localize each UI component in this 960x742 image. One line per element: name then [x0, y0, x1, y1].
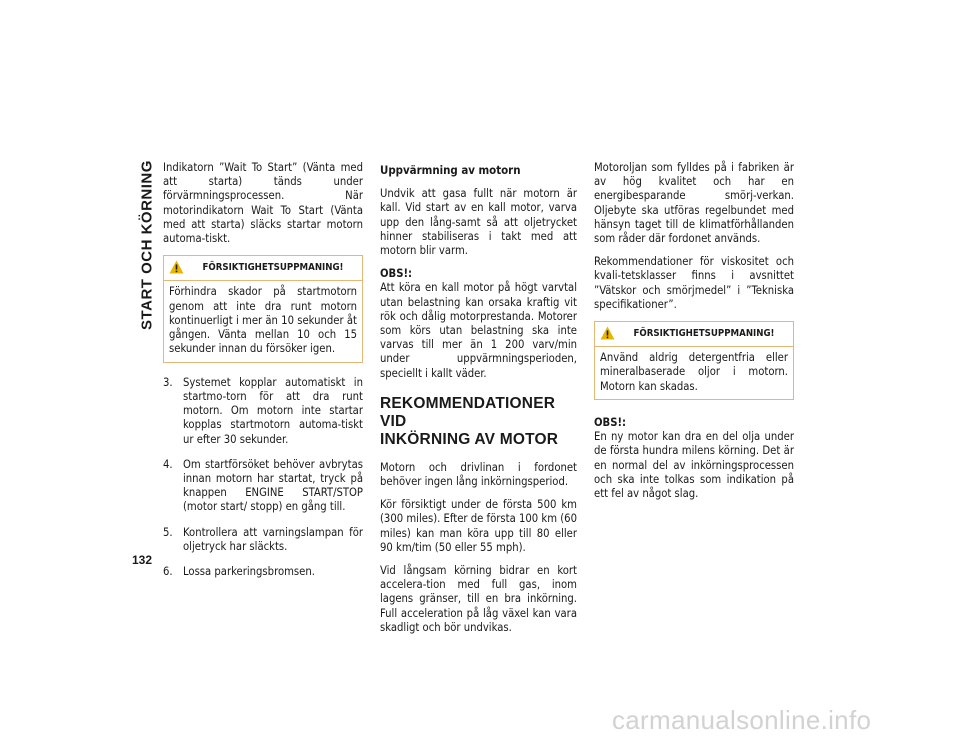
obs-text: Att köra en kall motor på högt varvtal utan belastning kan orsaka kraftig vit rök och dålig motorprestanda. Motorer som körs utan belastning ska inte varvas till mer än 1 200 varv/min under uppvärmningsperioden, speciellt i kallt väder. [380, 281, 577, 380]
break-in-paragraph-1: Motorn och drivlinan i fordonet behöver ingen lång inkörningsperiod. [380, 460, 577, 489]
warmup-heading: Uppvärmning av motorn [380, 163, 521, 177]
caution-header [164, 256, 362, 281]
break-in-paragraph-2: Kör försiktigt under de första 500 km (300 miles). Efter de första 100 km (60 miles) kan man köra upp till 80 eller 90 km/tim (50 eller 55 mph). [380, 498, 577, 554]
section-title-line-1: REKOMMENDATIONER VID [380, 394, 556, 430]
steps-list [163, 376, 363, 579]
warning-triangle-icon [169, 260, 184, 274]
oil-paragraph-1: Motoroljan som fylldes på i fabriken är av hög kvalitet och har en energibesparande smörj-verkan. Oljebyte ska utföras regelbundet med hänsyn taget till de klimatförhållanden som råder där fordonet används. [594, 161, 794, 246]
warmup-paragraph: Undvik att gasa fullt när motorn är kall. Vid start av en kall motor, varva upp den lång-samt så att oljetrycket hinner stabiliseras i takt med att motorn blir varm. [380, 187, 577, 258]
obs-note [594, 416, 794, 501]
section-title [380, 395, 577, 449]
caution-box [163, 255, 363, 362]
footer-watermark: carmanualsonline.info [612, 705, 872, 735]
list-item [163, 565, 363, 579]
step-number: 5. [163, 525, 173, 539]
caution-box [594, 321, 794, 400]
caution-body: Förhindra skador på startmotorn genom att inte dra runt motorn kontinuerligt i mer än 10 sekunder åt gången. Vänta mellan 10 och 15 sekunder innan du försöker igen. [169, 285, 357, 356]
step-number: 4. [163, 457, 173, 471]
caution-body: Använd aldrig detergentfria eller mineralbaserade oljor i motorn. Motorn kan skadas. [600, 351, 788, 393]
step-number: 6. [163, 564, 173, 578]
obs-note [380, 267, 577, 381]
section-title-line-2: INKÖRNING AV MOTOR [380, 430, 559, 448]
break-in-paragraph-3: Vid långsam körning bidrar en kort accelera-tion med full gas, inom lagens gränser, till en bra inkörning. Full acceleration på låg växel kan vara skadligt och bör undvikas. [380, 564, 577, 634]
column-3 [594, 161, 794, 510]
obs-label: OBS!: [380, 267, 413, 281]
list-item [163, 526, 363, 554]
step-text: Kontrollera att varningslampan för oljetryck har släckts. [183, 525, 363, 553]
list-item [163, 376, 363, 447]
intro-paragraph: Indikatorn ”Wait To Start” (Vänta med att starta) tänds under förvärmningsprocessen. När motorindikatorn Wait To Start (Vänta med att starta) släcks startar motorn automa-tiskt. [163, 161, 363, 246]
column-1 [163, 161, 363, 590]
side-chapter-title-text: START OCH KÖRNING [138, 160, 156, 330]
step-text: Systemet kopplar automatiskt in startmo-torn för att dra runt motorn. Om motorn inte startar kopplas startmotorn automa-tiskt ur efter 30 sekunder. [183, 375, 363, 446]
obs-text: En ny motor kan dra en del olja under de första hundra milens körning. Det är en normal del av inkörningsprocessen och ska inte tolkas som indikation på ett fel av något slag. [594, 430, 794, 500]
caution-title: FÖRSIKTIGHETSUPPMANING! [202, 262, 344, 274]
warning-triangle-icon [600, 326, 615, 340]
page-number: 132 [132, 553, 153, 567]
list-item [163, 458, 363, 515]
caution-title: FÖRSIKTIGHETSUPPMANING! [633, 328, 775, 340]
step-text: Om startförsöket behöver avbrytas innan motorn har startat, tryck på knappen ENGINE START/STOP (motor start/ stopp) en gång till. [183, 457, 363, 514]
oil-paragraph-2: Rekommendationer för viskositet och kvali-tetsklasser finns i avsnittet ”Vätskor och smörjmedel” i ”Tekniska specifikationer”. [594, 255, 794, 311]
step-number: 3. [163, 375, 173, 389]
column-2 [380, 161, 577, 644]
step-text: Lossa parkeringsbromsen. [183, 564, 315, 578]
caution-header [595, 322, 793, 347]
side-chapter-title [137, 160, 157, 330]
obs-label: OBS!: [594, 415, 627, 429]
